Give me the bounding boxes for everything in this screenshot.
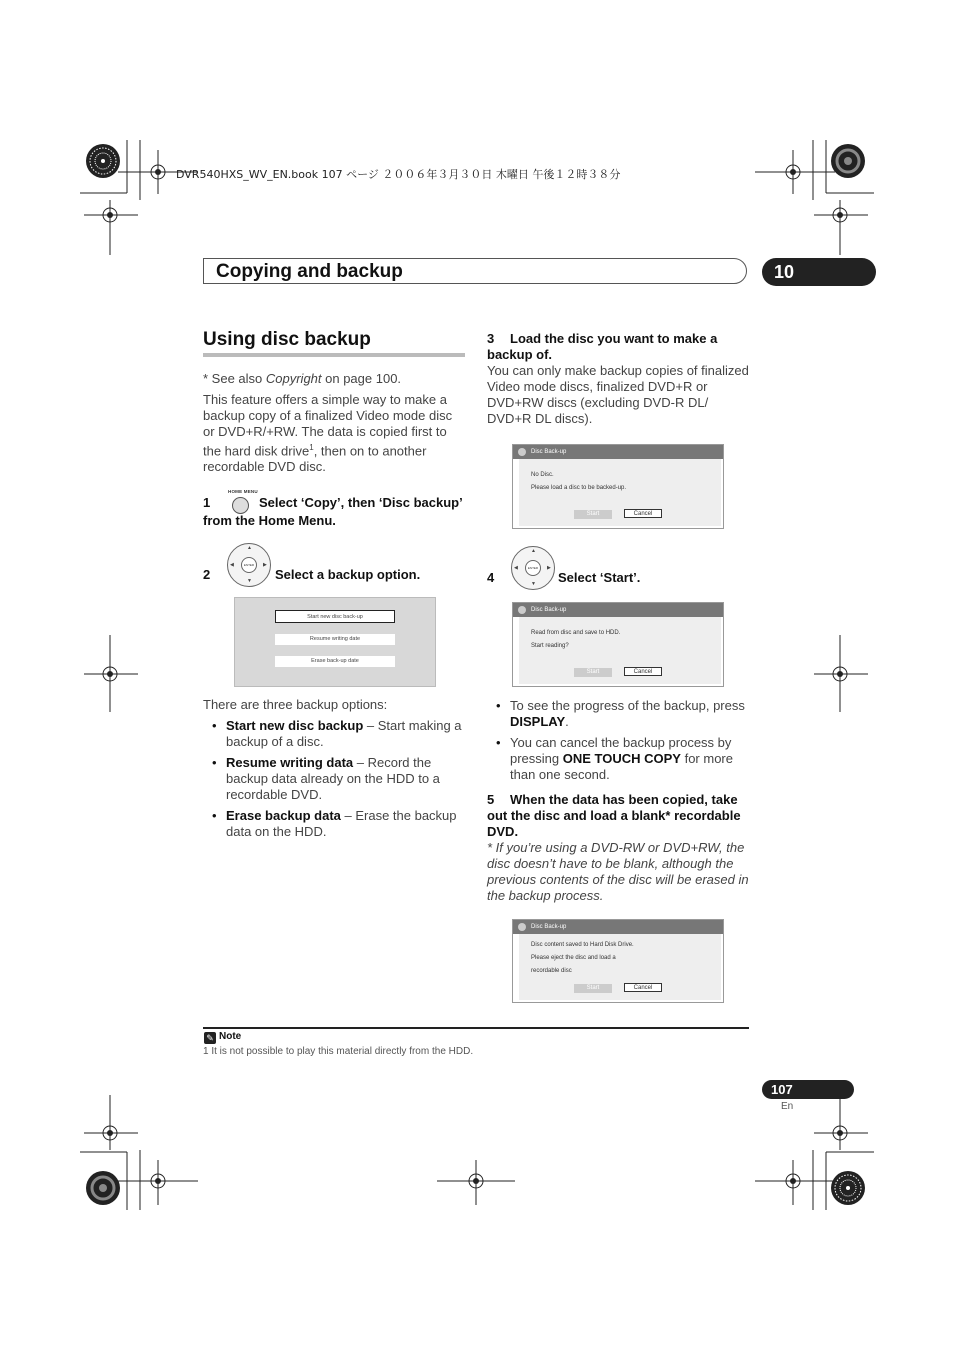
backup-options-screen <box>234 597 436 687</box>
screen-title: Disc Back-up <box>531 924 567 930</box>
start-button[interactable]: Start <box>574 668 612 677</box>
disc-backup-screen-start <box>512 602 724 687</box>
option-resume-writing[interactable]: Resume writing date <box>275 634 395 645</box>
joystick-icon: ▲ ▼ ◀ ▶ ENTER <box>227 543 271 587</box>
screen-message: recordable disc <box>531 968 572 974</box>
bullet-text: You can cancel the backup process by pressing <box>510 735 732 766</box>
start-button[interactable]: Start <box>574 510 612 519</box>
step4-bullets <box>496 698 750 783</box>
options-intro: There are three backup options: <box>203 697 388 712</box>
chapter-number: 10 <box>762 258 876 286</box>
note-icon: ✎ <box>204 1032 216 1044</box>
intro-text: This feature offers a simple way to make a backup copy of a finalized Video mode disc or DVD+R/+RW. The data is copied first to the hard disk drive <box>203 392 453 459</box>
screen-message: No Disc. <box>531 472 554 478</box>
intro-text-end: , then on to another recordable DVD disc. <box>203 443 427 475</box>
disc-icon <box>518 606 526 614</box>
see-also <box>203 371 465 387</box>
home-menu-button-icon <box>232 497 249 514</box>
step2-text: Select a backup option. <box>275 567 421 582</box>
disc-backup-screen-no-disc <box>512 444 724 529</box>
enter-button: ENTER <box>241 557 257 573</box>
screen-panel <box>519 617 721 684</box>
side-marks <box>84 635 868 712</box>
note-label: Note <box>219 1031 242 1042</box>
option-name: Start new disc backup <box>226 718 364 733</box>
crop-mark-bottom-left <box>80 1095 198 1210</box>
crop-mark-top-right <box>755 140 874 255</box>
option-name: Erase backup data <box>226 808 341 823</box>
option-name: Resume writing data <box>226 755 354 770</box>
step1-text-a: Select ‘Copy’, then ‘Disc backup’ <box>259 495 463 510</box>
chapter-title: Copying and backup <box>216 261 403 282</box>
start-button[interactable]: Start <box>574 984 612 993</box>
options-list <box>212 718 466 840</box>
step1-number: 1 <box>203 495 211 510</box>
option-erase-backup[interactable]: Erase back-up date <box>275 656 395 667</box>
screen-message: Read from disc and save to HDD. <box>531 630 621 636</box>
display-button-label: DISPLAY <box>510 714 566 729</box>
intro-paragraph <box>203 392 465 475</box>
screen-title: Disc Back-up <box>531 607 567 613</box>
enter-button: ENTER <box>525 560 541 576</box>
option-desc: – Record the backup data already on the HDD to a recordable DVD. <box>226 755 440 802</box>
joystick-icon: ▲ ▼ ◀ ▶ ENTER <box>511 546 555 590</box>
screen-message: Start reading? <box>531 643 569 649</box>
see-also-prefix: * See also <box>203 371 266 386</box>
step3-title-a: Load the disc you want to make a <box>510 331 718 346</box>
crop-mark-bottom-right <box>755 1095 874 1210</box>
step2-number: 2 <box>203 567 211 582</box>
screen-titlebar <box>513 603 723 617</box>
screen-title: Disc Back-up <box>531 449 567 455</box>
section-title: Using disc backup <box>203 329 371 350</box>
step5-title: When the data has been copied, take out the disc and load a blank* recordable DVD. <box>487 792 741 839</box>
one-touch-copy-label: ONE TOUCH COPY <box>562 751 681 766</box>
option-start-new[interactable]: Start new disc back-up <box>275 610 395 623</box>
step4-number: 4 <box>487 570 495 585</box>
cancel-button[interactable]: Cancel <box>624 983 662 992</box>
disc-icon <box>518 923 526 931</box>
footnote-ref: 1 <box>309 443 314 452</box>
bullet-text: To see the progress of the backup, press <box>510 698 745 713</box>
option-desc: – Start making a backup of a disc. <box>226 718 462 749</box>
note-text: 1 It is not possible to play this material directly from the HDD. <box>203 1046 474 1057</box>
list-item <box>496 735 750 783</box>
home-menu-button-label: HOME MENU <box>228 489 258 494</box>
screen-message: Please eject the disc and load a <box>531 955 616 961</box>
crop-mark-bottom-center <box>437 1160 515 1205</box>
file-info-line: DVR540HXS_WV_EN.book 107 ページ ２００６年３月３０日 木曜日 午後１２時３８分 <box>176 168 621 181</box>
step3-number: 3 <box>487 331 495 346</box>
screen-message: Disc content saved to Hard Disk Drive. <box>531 942 634 948</box>
starburst-top-left <box>86 144 120 178</box>
list-item <box>496 698 750 730</box>
cancel-button[interactable]: Cancel <box>624 509 662 518</box>
option-desc: – Erase the backup data on the HDD. <box>226 808 457 839</box>
list-item <box>212 755 466 803</box>
step1-text-b: from the Home Menu. <box>203 513 336 528</box>
bullet-text: for more than one second. <box>510 751 733 782</box>
step3-title-b: backup of. <box>487 347 553 362</box>
list-item <box>212 718 466 750</box>
screen-titlebar <box>513 445 723 459</box>
screen-titlebar <box>513 920 723 934</box>
list-item <box>212 808 466 840</box>
step3-body: You can only make backup copies of finalized Video mode discs, finalized DVD+R or DVD+RW discs (excluding DVD-R DL/ DVD+R DL discs). <box>487 363 749 426</box>
note-rule <box>203 1027 749 1029</box>
screen-panel <box>519 459 721 526</box>
section-rule <box>203 353 465 357</box>
step4-text: Select ‘Start’. <box>558 570 641 585</box>
language-code: En <box>781 1101 794 1112</box>
see-also-link: Copyright <box>265 371 322 386</box>
cancel-button[interactable]: Cancel <box>624 667 662 676</box>
step5-note: * If you’re using a DVD-RW or DVD+RW, the disc doesn’t have to be blank, although the previous contents of the disc will be erased in the backup process. <box>487 840 749 903</box>
disc-backup-screen-complete <box>512 919 724 1003</box>
disc-icon <box>518 448 526 456</box>
bullet-text: . <box>565 714 569 729</box>
step5-number: 5 <box>487 792 495 807</box>
page-number: 107 <box>762 1080 854 1099</box>
see-also-suffix: on page 100. <box>321 371 402 386</box>
screen-message: Please load a disc to be backed-up. <box>531 485 627 491</box>
